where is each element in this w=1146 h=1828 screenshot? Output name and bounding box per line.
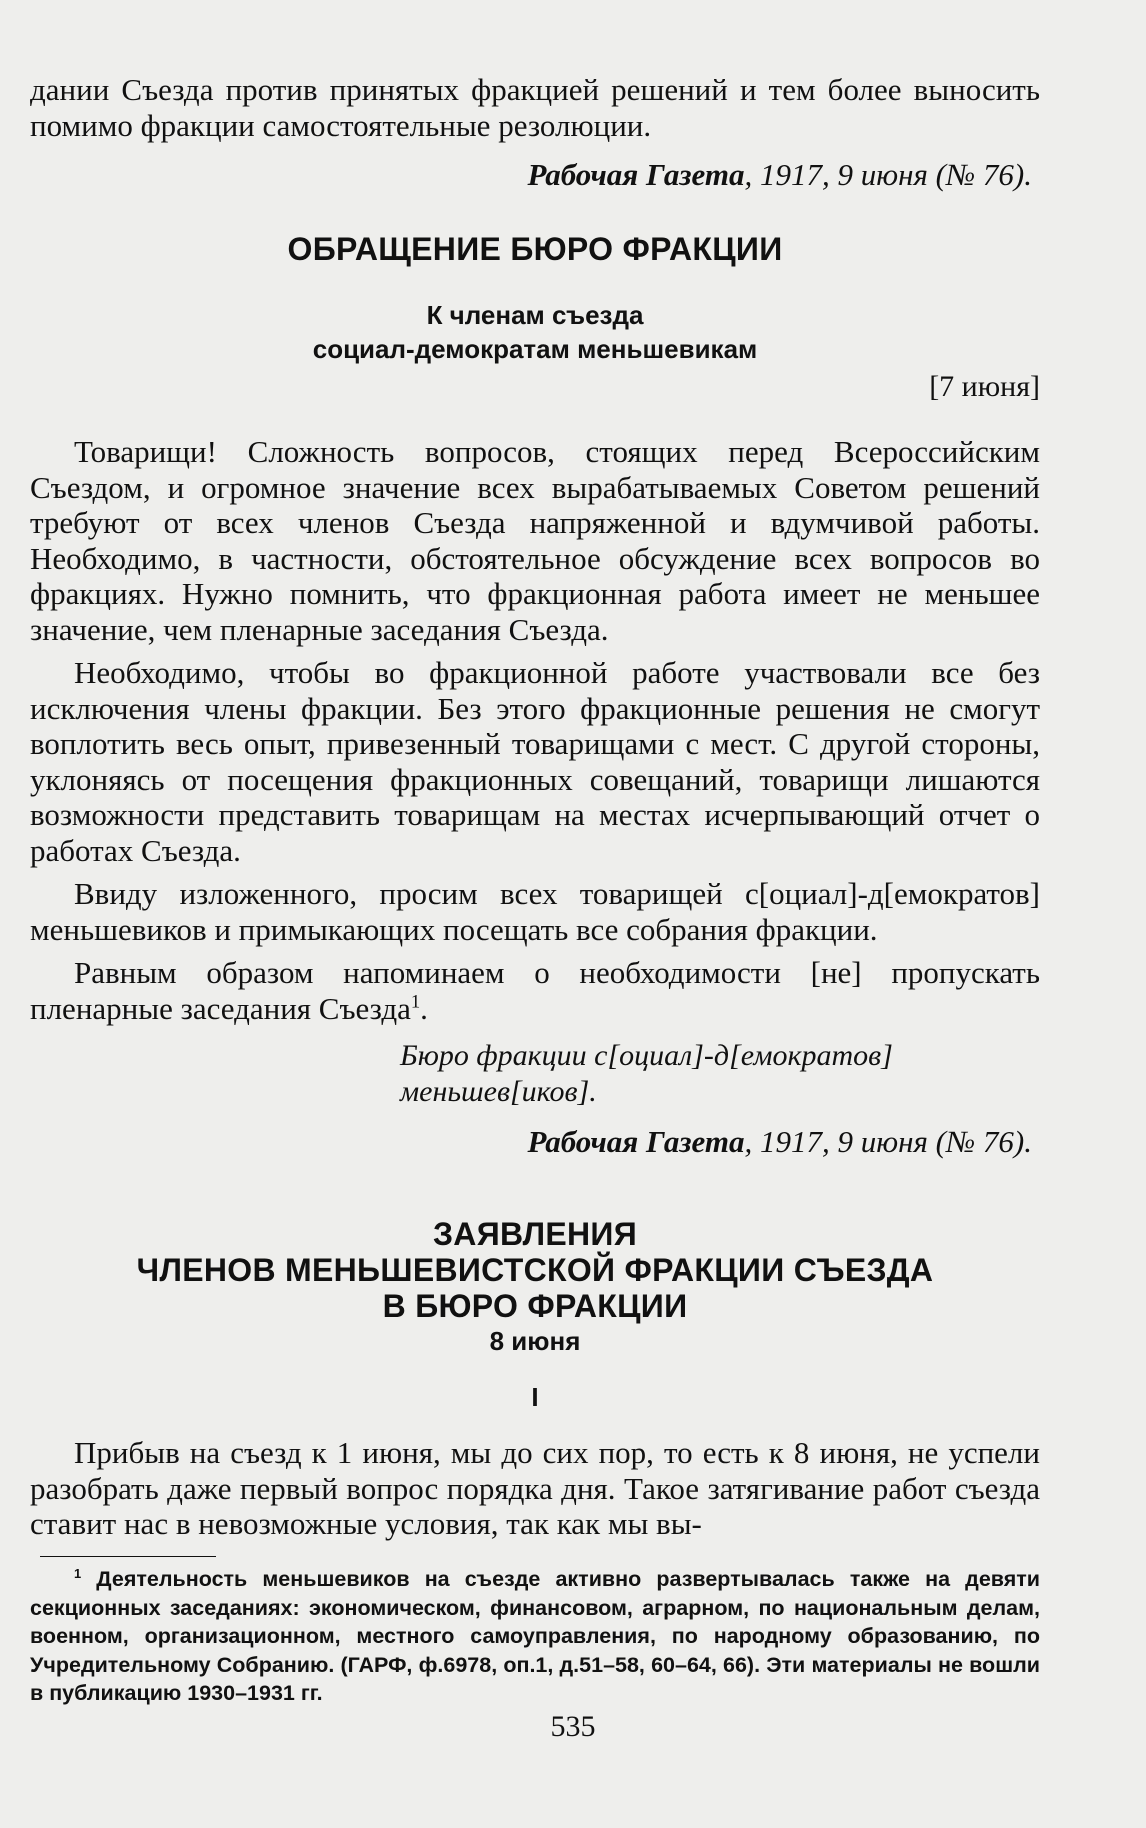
- statements-title-line1: ЗАЯВЛЕНИЯ: [432, 1216, 638, 1252]
- appeal-paragraph: Ввиду изложенного, просим всех товарищей с[оциал]-д[емократов] меньшевиков и примыкающих посещать все собрания фракции.: [30, 876, 1040, 947]
- statement-paragraph: Прибыв на съезд к 1 июня, мы до сих пор, то есть к 8 июня, не успели разобрать даже первый вопрос порядка дня. Такое затягивание работ съезда ставит нас в невозможные условия, так как мы вы-: [30, 1435, 1040, 1541]
- appeal-title: ОБРАЩЕНИЕ БЮРО ФРАКЦИИ: [287, 231, 783, 267]
- footnote-reference: 1: [410, 991, 421, 1013]
- source-date: , 1917, 9 июня (№ 76).: [744, 157, 1032, 192]
- appeal-source-citation: [30, 1124, 1040, 1160]
- source-paper-name: Рабочая Газета: [527, 157, 745, 192]
- footnote: [30, 1565, 1040, 1708]
- statements-title-line2: ЧЛЕНОВ МЕНЬШЕВИСТСКОЙ ФРАКЦИИ СЪЕЗДА: [136, 1252, 934, 1288]
- appeal-source-paper-name: Рабочая Газета: [527, 1124, 745, 1159]
- continued-paragraph: дании Съезда против принятых фракцией решений и тем более выносить помимо фракции самостоятельные резолюции.: [30, 72, 1040, 143]
- statements-title-line3: В БЮРО ФРАКЦИИ: [382, 1288, 688, 1324]
- source-citation: [30, 157, 1040, 193]
- appeal-subtitle-line1: К членам съезда: [426, 300, 644, 330]
- footnote-text: Деятельность меньшевиков на съезде активно развертывалась также на девяти секционных заседаниях: экономическом, финансовом, аграрном, по национальным делам, военном, организационном, местного самоуправления, по народному образованию, по Учредительному Собранию. (ГАРФ, ф.6978, оп.1, д.51–58, 60–64, 66). Эти материалы не вошли в публикацию 1930–1931 гг.: [30, 1567, 1040, 1705]
- page-number: 535: [550, 1710, 596, 1743]
- statements-date: 8 июня: [489, 1326, 581, 1356]
- appeal-last-paragraph-text: Равным образом напоминаем о необходимости [не] пропускать пленарные заседания Съезда: [30, 955, 1040, 1026]
- footnote-marker: 1: [74, 1565, 82, 1581]
- appeal-source-date: , 1917, 9 июня (№ 76).: [744, 1124, 1032, 1159]
- appeal-last-paragraph: Равным образом напоминаем о необходимости [не] пропускать пленарные заседания Съезда$^1$.: [30, 955, 1040, 1026]
- appeal-date: [7 июня]: [929, 370, 1040, 403]
- appeal-paragraph: Товарищи! Сложность вопросов, стоящих перед Всероссийским Съездом, и огромное значение всех вырабатываемых Советом решений требуют от всех членов Съезда напряженной и вдумчивой работы. Необходимо, в частности, обстоятельное обсуждение всех вопросов во фракциях. Нужно помнить, что фракционная работа имеет не меньшее значение, чем пленарные заседания Съезда.: [30, 434, 1040, 647]
- text-column: [30, 72, 1040, 1708]
- section-numeral: I: [531, 1382, 539, 1412]
- appeal-subtitle-line2: социал-демократам меньшевикам: [312, 334, 758, 364]
- signature-line1: Бюро фракции с[оциал]-д[емократов]: [400, 1039, 893, 1072]
- appeal-paragraph: Необходимо, чтобы во фракционной работе участвовали все без исключения члены фракции. Без этого фракционные решения не смогут воплотить весь опыт, привезенный товарищами с мест. С другой стороны, уклоняясь от посещения фракционных совещаний, товарищи лишаются возможности представить товарищам на местах исчерпывающий отчет о работах Съезда.: [30, 655, 1040, 868]
- signature-line2: меньшев[иков].: [400, 1075, 597, 1108]
- footnote-separator: [40, 1556, 216, 1558]
